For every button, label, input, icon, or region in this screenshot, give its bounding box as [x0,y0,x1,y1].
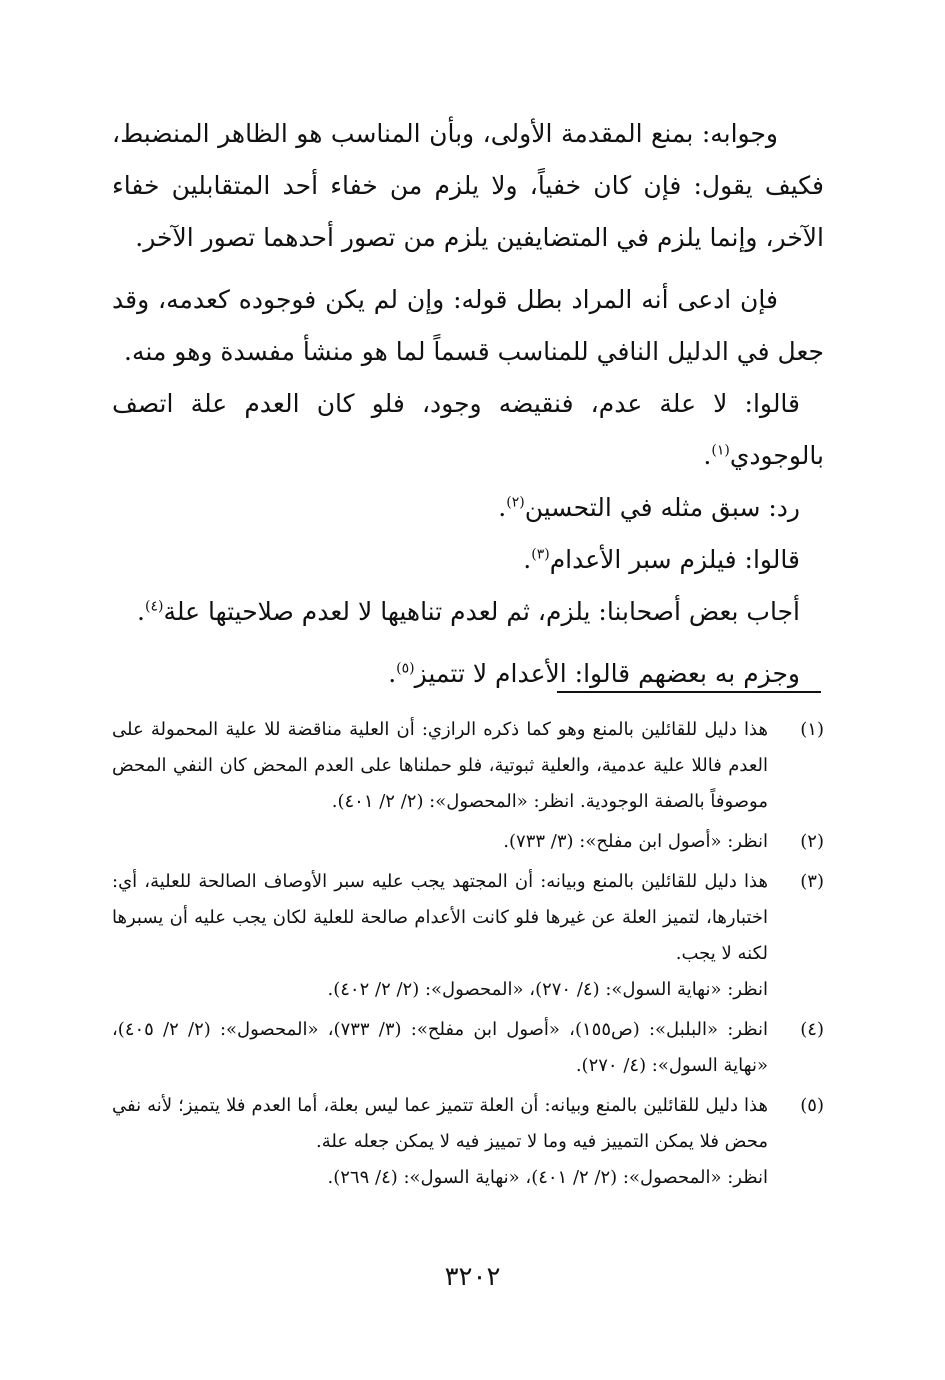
paragraph-radd [112,482,824,534]
footnote-number: (٤) [800,1019,824,1040]
text-line: قالوا: لا علة عدم، فنقيضه وجود، فلو كان العدم علة اتصف بالوجودي [112,389,824,470]
footnote [112,1012,824,1084]
footnote-ref: (٥) [396,660,415,677]
paragraph-qalu-2 [112,534,824,586]
footnote-body [112,1012,768,1084]
footnote [112,712,824,820]
footnotes [112,712,824,1200]
text-line: رد: سبق مثله في التحسين [524,493,800,522]
text-line: وإنما يلزم في المتضايفين يلزم من تصور أحدهما تصور الآخر. [135,223,758,252]
footnote-number: (٢) [800,831,824,852]
text-line: وجزم به بعضهم قالوا: الأعدام لا تتميز [414,659,800,688]
footnote-number: (١) [800,719,824,740]
footnote-text: هذا دليل للقائلين بالمنع وبيانه: أن العلة تتميز عما ليس بعلة، أما العدم فلا يتميز؛ لأنه نفي محض فلا يمكن التمييز فيه وما لا تمييز فيه لا يمكن جعله علة. [112,1095,768,1152]
footnote-ref: (٤) [144,598,164,615]
paragraph-qalu-1 [112,378,824,482]
paragraph-answer [112,108,824,264]
punctuation: . [703,441,712,470]
footnote-ref: (٢) [506,494,525,511]
page-number: ٣٢٠٢ [444,1262,501,1292]
footnote-text: هذا دليل للقائلين بالمنع وهو كما ذكره الرازي: أن العلية مناقضة للا علية المحمولة على العدم فاللا علية عدمية، والعلية ثبوتية، فلو حملناها على العدم المحض كان النفي المحض موصوفاً بالصفة الوجودية. انظر: «المحصول»: (٢/ ٢/ ٤٠١). [112,719,768,812]
footnote-text: انظر: «البلبل»: (ص١٥٥)، «أصول ابن مفلح»: (٣/ ٧٣٣)، «المحصول»: (٢/ ٢/ ٤٠٥)، «نهاية السول»: (٤/ ٢٧٠). [112,1019,768,1076]
text-line: فكيف يقول: فإن كان خفياً، ولا يلزم من خفاء أحد المتقابلين خفاء الآخر، [112,171,824,252]
punctuation: . [137,597,145,626]
paragraph-ajab [112,586,824,638]
text-line: قالوا: فيلزم سبر الأعدام [549,545,800,574]
text-line: وجوابه: بمنع المقدمة الأولى، وبأن المناسب هو الظاهر المنضبط، [112,119,778,148]
text-line: أجاب بعض أصحابنا: يلزم، ثم لعدم تناهيها لا لعدم صلاحيتها علة [163,597,800,626]
punctuation: . [388,659,397,688]
footnote-body [112,864,768,1008]
footnote [112,864,824,1008]
footnote-text: هذا دليل للقائلين بالمنع وبيانه: أن المجتهد يجب عليه سبر الأوصاف الصالحة للعلية، أي: اختبارها، لتميز العلة عن غيرها فلو كانت الأعدام صالحة للعلية لكان يجب عليه أن يسبرها لكنه لا يجب. [112,871,768,964]
footnote [112,1088,824,1196]
footnote-text: انظر: «أصول ابن مفلح»: (٣/ ٧٣٣). [503,831,768,852]
footnote-body [112,1088,768,1196]
footnote-body [112,712,768,820]
footnote-ref: (١) [711,442,730,459]
punctuation: . [523,545,532,574]
footnote-number: (٥) [800,1095,824,1116]
text-line: فإن ادعى أنه المراد بطل قوله: وإن لم يكن فوجوده كعدمه، وقد جعل [112,285,824,366]
footnote-reference: انظر: «نهاية السول»: (٤/ ٢٧٠)، «المحصول»: (٢/ ٢/ ٤٠٢). [327,979,768,1000]
footnote-ref: (٣) [531,546,550,563]
footnote-reference: انظر: «المحصول»: (٢/ ٢/ ٤٠١)، «نهاية السول»: (٤/ ٢٦٩). [327,1167,768,1188]
footnote-separator [557,691,821,693]
paragraph-claim [112,274,824,378]
text-line: في الدليل النافي للمناسب قسماً لما هو منشأ مفسدة وهو منه. [124,337,770,366]
punctuation: . [498,493,507,522]
footnote-body [112,824,768,860]
footnote [112,824,824,860]
main-text [112,108,824,700]
footnote-number: (٣) [800,871,824,892]
